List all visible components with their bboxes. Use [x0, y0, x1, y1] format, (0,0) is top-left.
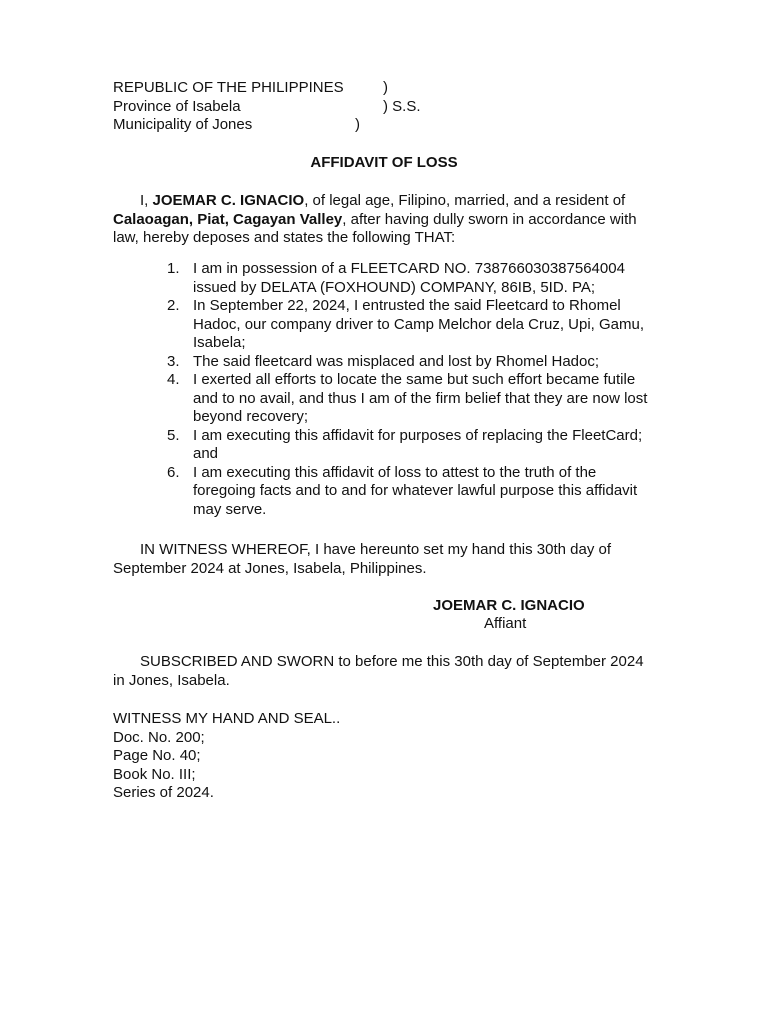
list-item-text: I am executing this affidavit for purposes of replacing the FleetCard; and — [193, 426, 643, 462]
list-item-text: The said fleetcard was misplaced and lost by Rhomel Hadoc; — [193, 352, 600, 370]
notarial-details — [113, 710, 513, 803]
statements-list — [113, 260, 653, 519]
list-item-number: 6. — [167, 463, 180, 481]
signature-name: JOEMAR C. IGNACIO — [433, 597, 585, 614]
venue-caption — [113, 79, 533, 135]
caption-bracket: ) — [383, 79, 388, 96]
witness-seal-line: WITNESS MY HAND AND SEAL.. — [113, 710, 341, 727]
intro-text-1: I, — [140, 192, 153, 209]
affiant-address: Calaoagan, Piat, Cagayan Valley — [113, 210, 343, 228]
list-item — [113, 371, 653, 427]
caption-line-republic — [113, 79, 533, 98]
document-title — [0, 154, 768, 173]
list-item-text: I am executing this affidavit of loss to attest to the truth of the foregoing facts and to and for whatever lawful purpose this affidavit may serve. — [193, 463, 638, 518]
book-number: Book No. III; — [113, 765, 196, 783]
list-item-text: In September 22, 2024, I entrusted the said Fleetcard to Rhomel Hadoc, our company driver to Camp Melchor dela Cruz, Upi, Gamu, Isabela; — [193, 297, 645, 351]
document-title-text: AFFIDAVIT OF LOSS — [310, 154, 458, 171]
list-item — [113, 464, 653, 520]
intro-paragraph — [113, 192, 648, 248]
series-year: Series of 2024. — [113, 784, 214, 801]
list-item-number: 3. — [167, 352, 180, 370]
caption-line-municipality — [113, 116, 533, 135]
list-item-text: I am in possession of a FLEETCARD NO. 738766030387564004 issued by DELATA (FOXHOUND) COMPANY, 86IB, 5ID. PA; — [193, 260, 625, 296]
list-item-number: 2. — [167, 297, 180, 314]
caption-line-province — [113, 98, 533, 117]
list-item — [113, 427, 653, 464]
doc-number: Doc. No. 200; — [113, 728, 205, 746]
caption-province: Province of Isabela — [113, 97, 241, 115]
list-item — [113, 353, 653, 372]
intro-text-2: , of legal age, Filipino, married, and a resident of — [304, 192, 626, 209]
list-item-number: 1. — [167, 260, 180, 277]
witness-clause: IN WITNESS WHEREOF, I have hereunto set my hand this 30th day of September 2024 at Jones, Isabela, Philippines. — [113, 541, 612, 577]
caption-republic: REPUBLIC OF THE PHILIPPINES — [113, 79, 344, 96]
list-item — [113, 297, 653, 353]
list-item-number: 5. — [167, 426, 180, 444]
intro-text-3: , after having dully sworn in accordance with law, hereby deposes and states the following THAT: — [113, 210, 637, 246]
signature-label: Affiant — [484, 615, 527, 632]
list-item-text: I exerted all efforts to locate the same but such effort became futile and to no avail, and thus I am of the firm belief that they are now lost beyond recovery; — [193, 371, 648, 425]
list-item — [113, 260, 653, 297]
page-number: Page No. 40; — [113, 747, 201, 764]
jurat-paragraph: SUBSCRIBED AND SWORN to before me this 30th day of September 2024 in Jones, Isabela. — [113, 653, 644, 689]
caption-bracket: ) — [355, 116, 360, 133]
caption-ss: ) S.S. — [383, 97, 421, 115]
caption-municipality: Municipality of Jones — [113, 116, 253, 133]
list-item-number: 4. — [167, 371, 180, 388]
affiant-name-inline: JOEMAR C. IGNACIO — [152, 192, 305, 209]
